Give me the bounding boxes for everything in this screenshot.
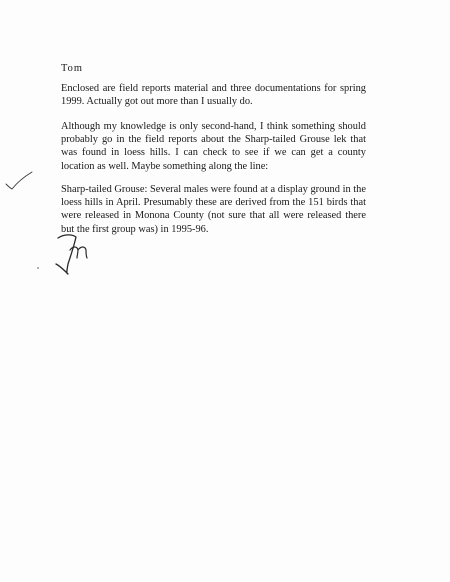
paragraph-knowledge: Although my knowledge is only second-hand, I think something should probably go in the field reports about the Sharp-tailed Grouse lek that was found in loess hills. I can check to see if we can get a county location as well. Maybe something along the line: (61, 121, 366, 172)
salutation: Tom (61, 63, 83, 74)
paragraph-grouse-note: Sharp-tailed Grouse: Several males were found at a display ground in the loess hills in April. Presumably these are derived from the 151 birds that were released in Monona County (not sure that all were released there but the first group was) in 1995-96. (61, 184, 366, 235)
paragraph-enclosed: Enclosed are field reports material and three documentations for spring 1999. Actually got out more than I usually do. (61, 83, 366, 108)
stray-ink-dot (36, 266, 40, 270)
handwritten-signature (50, 232, 100, 276)
check-mark-icon (4, 170, 34, 192)
